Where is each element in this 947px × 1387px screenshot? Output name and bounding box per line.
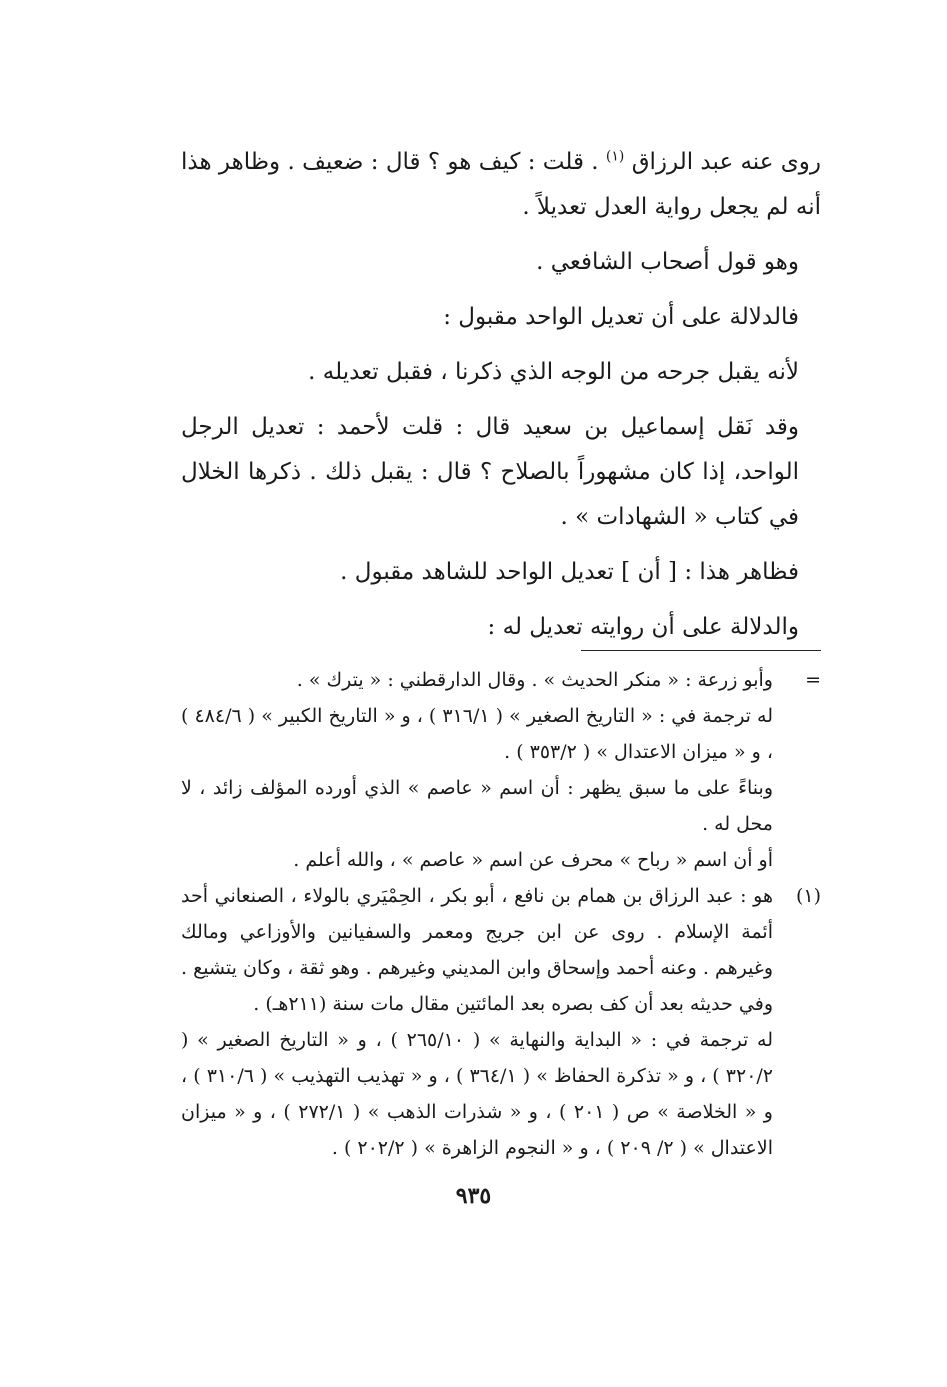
paragraph-5: وقد نَقل إسماعيل بن سعيد قال : قلت لأحمد : تعديل الرجل الواحد، إذا كان مشهوراً بالصلاح ؟ قال : يقبل ذلك . ذكرها الخلال في كتاب « الشهادات » . <box>181 414 799 530</box>
footnote-line: وأبو زرعة : « منكر الحديث » . وقال الدارقطني : « يترك » . <box>296 669 773 691</box>
footnote-continuation <box>181 662 821 878</box>
footnote-line: وبناءً على ما سبق يظهر : أن اسم « عاصم » الذي أورده المؤلف زائد ، لا محل له . <box>181 777 773 835</box>
footnote-1 <box>181 878 821 1166</box>
paragraph-2: وهو قول أصحاب الشافعي . <box>536 249 799 275</box>
paragraph-3: فالدلالة على أن تعديل الواحد مقبول : <box>443 304 799 330</box>
footnote-separator <box>581 650 821 651</box>
footnote-line: له ترجمة في : « التاريخ الصغير » ( ٣١٦/١ ) ، و « التاريخ الكبير » ( ٤٨٤/٦ ) ، و « ميزان الاعتدال » ( ٣٥٣/٢ ) . <box>181 705 773 763</box>
paragraph-1 <box>181 140 821 230</box>
paragraph-6: فظاهر هذا : [ أن ] تعديل الواحد للشاهد مقبول . <box>340 559 799 585</box>
paragraph-7: والدلالة على أن روايته تعديل له : <box>487 614 799 640</box>
continuation-mark: = <box>805 669 821 691</box>
paragraph-1-rest: . قلت : كيف هو ؟ قال : ضعيف . وظاهر هذا أنه لم يجعل رواية العدل تعديلاً . <box>181 149 821 220</box>
main-text <box>181 140 821 650</box>
footnote-1-mark: (١) <box>795 885 821 907</box>
page-number: ٩٣٥ <box>455 1183 492 1209</box>
paragraph-1-text: روى عنه عبد الرزاق <box>631 149 822 175</box>
footnote-ref-1: (١) <box>605 148 625 165</box>
footnote-line: له ترجمة في : « البداية والنهاية » ( ٢٦٥/١٠ ) ، و « التاريخ الصغير » ( ٣٢٠/٢ ) ، و « تذكرة الحفاظ » ( ٣٦٤/١ ) ، و « تهذيب التهذيب » ( ٣١٠/٦ ) ، و « الخلاصة » ص ( ٢٠١ ) ، و « شذرات الذهب » ( ٢٧٢/١ ) ، و « ميزان الاعتدال » ( ٢/ ٢٠٩ ) ، و « النجوم الزاهرة » ( ٢٠٢/٢ ) . <box>181 1029 774 1159</box>
footnotes <box>181 662 821 1166</box>
footnote-line: أو أن اسم « رباح » محرف عن اسم « عاصم » ، والله أعلم . <box>293 849 773 871</box>
paragraph-4: لأنه يقبل جرحه من الوجه الذي ذكرنا ، فقبل تعديله . <box>308 359 799 385</box>
footnote-line: هو : عبد الرزاق بن همام بن نافع ، أبو بكر ، الحِمْيَري بالولاء ، الصنعاني أحد أئمة الإسلام . روى عن ابن جريج ومعمر والسفيانين والأوزاعي ومالك وغيرهم . وعنه أحمد وإسحاق وابن المديني وغيرهم . وهو ثقة ، وكان يتشيع . وفي حديثه بعد أن كف بصره بعد المائتين مقال مات سنة (٢١١هـ) . <box>181 885 773 1015</box>
